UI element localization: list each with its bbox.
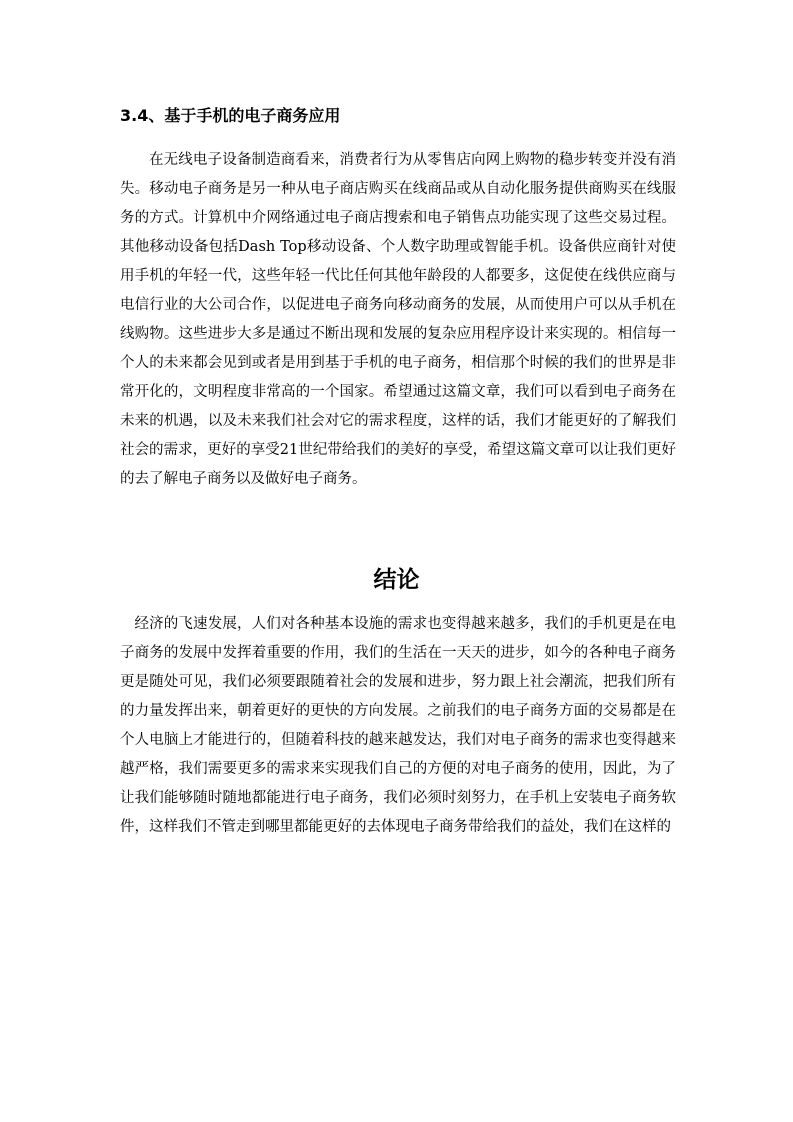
- section-heading: 3.4、基于手机的电子商务应用: [120, 106, 341, 125]
- conclusion-heading: 结论: [373, 567, 420, 593]
- conclusion-paragraph: 经济的飞速发展，人们对各种基本设施的需求也变得越来越多，我们的手机更是在电子商务的发展中发挥着重要的作用，我们的生活在一天天的进步，如今的各种电子商务更是随处可见，我们必须要跟随着社会的发展和进步，努力跟上社会潮流，把我们所有的力量发挥出来，朝着更好的更快的方向发展。之前我们的电子商务方面的交易都是在个人电脑上才能进行的，但随着科技的越来越发达，我们对电子商务的需求也变得越来越严格，我们需要更多的需求来实现我们自己的方便的对电子商务的使用，因此，为了让我们能够随时随地都能进行电子商务，我们必须时刻努力，在手机上安装电子商务软件，这样我们不管走到哪里都能更好的去体现电子商务带给我们的益处，我们在这样的: [120, 616, 676, 835]
- section-paragraph: 在无线电子设备制造商看来，消费者行为从零售店向网上购物的稳步转变并没有消失。移动电子商务是另一种从电子商店购买在线商品或从自动化服务提供商购买在线服务的方式。计算机中介网络通过电子商店搜索和电子销售点功能实现了这些交易过程。其他移动设备包括Dash Top移动设备、个人数字助理或智能手机。设备供应商针对使用手机的年轻一代，这些年轻一代比任何其他年龄段的人都要多，这促使在线供应商与电信行业的大公司合作，以促进电子商务向移动商务的发展，从而使用户可以从手机在线购物。这些进步大多是通过不断出现和发展的复杂应用程序设计来实现的。相信每一个人的未来都会见到或者是用到基于手机的电子商务，相信那个时候的我们的世界是非常开化的，文明程度非常高的一个国家。希望通过这篇文章，我们可以看到电子商务在未来的机遇，以及未来我们社会对它的需求程度，这样的话，我们才能更好的了解我们社会的需求，更好的享受21世纪带给我们的美好的享受，希望这篇文章可以让我们更好的去了解电子商务以及做好电子商务。: [120, 152, 676, 487]
